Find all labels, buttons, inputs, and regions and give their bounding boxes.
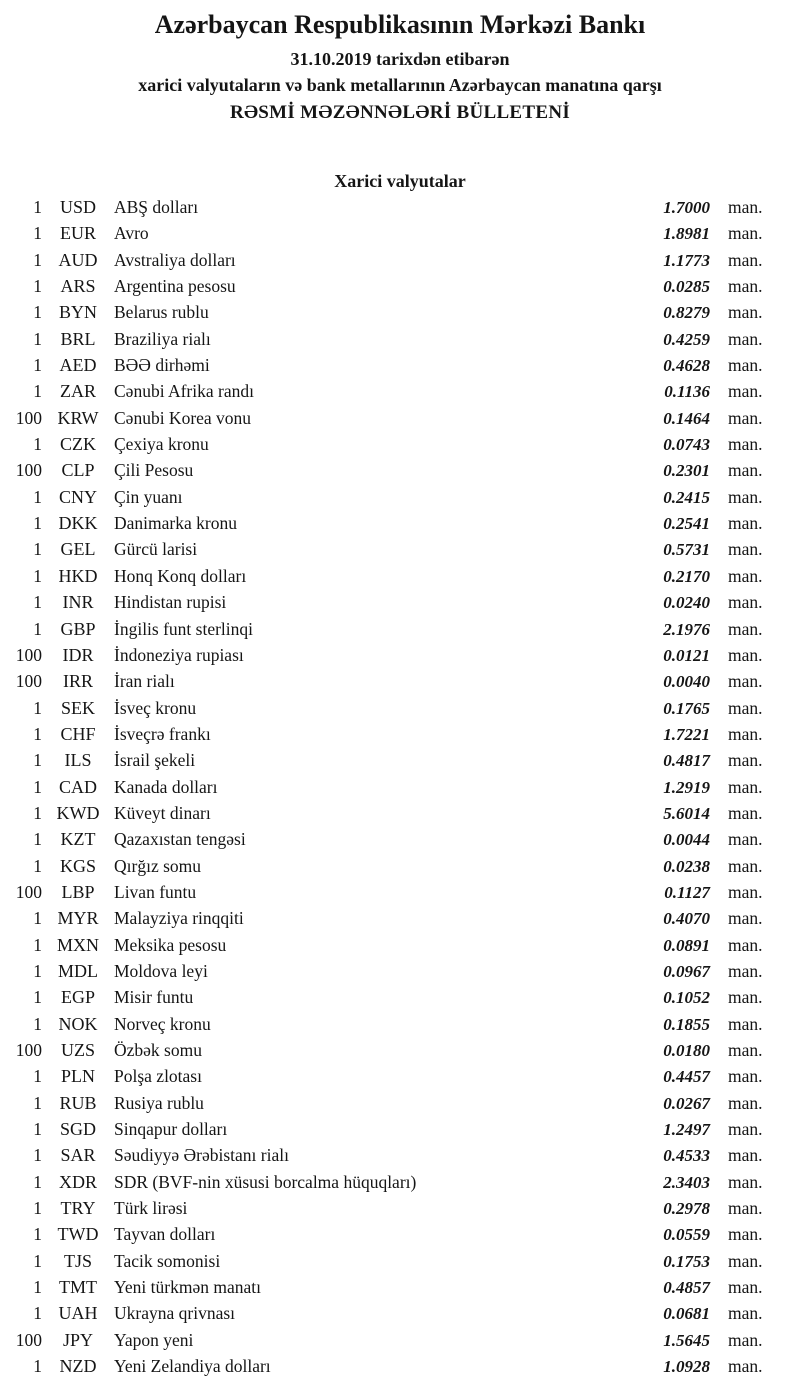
- table-row: [0, 223, 800, 249]
- unit-cell: man.: [728, 881, 763, 902]
- rate-cell: 0.8279: [663, 303, 710, 323]
- qty-cell: 100: [15, 1040, 42, 1060]
- rate-cell: 0.4628: [663, 356, 710, 376]
- currency-name-cell: Argentina pesosu: [114, 276, 236, 297]
- qty-cell: 1: [33, 513, 42, 534]
- qty-cell: 1: [33, 1198, 42, 1219]
- currency-name-cell: Yeni türkmən manatı: [114, 1277, 261, 1298]
- unit-cell: man.: [728, 1329, 763, 1350]
- unit-cell: man.: [728, 802, 763, 823]
- currency-name-cell: Malayziya rinqqiti: [114, 908, 244, 929]
- qty-cell: 1: [33, 249, 42, 270]
- unit-cell: man.: [728, 276, 763, 297]
- section-title-foreign-currencies: Xarici valyutalar: [334, 171, 466, 191]
- unit-cell: man.: [728, 1303, 763, 1324]
- unit-cell: man.: [728, 592, 763, 613]
- qty-cell: 1: [33, 592, 42, 613]
- currency-name-cell: Honq Konq dolları: [114, 565, 247, 586]
- currency-code-cell: ILS: [64, 750, 92, 771]
- qty-cell: 1: [33, 486, 42, 507]
- qty-cell: 1: [33, 934, 42, 955]
- currency-name-cell: Türk lirəsi: [114, 1198, 188, 1219]
- qty-cell: 1: [33, 829, 42, 850]
- currency-name-cell: İndoneziya rupiası: [114, 644, 244, 665]
- rate-cell: 2.3403: [663, 1172, 710, 1192]
- unit-cell: man.: [728, 407, 763, 428]
- rate-cell: 0.4533: [663, 1146, 710, 1166]
- currency-name-cell: Çin yuanı: [114, 486, 183, 507]
- rate-cell: 0.0267: [663, 1093, 710, 1113]
- unit-cell: man.: [728, 486, 763, 507]
- qty-cell: 1: [33, 908, 42, 929]
- table-row: [0, 1066, 800, 1092]
- table-row: [0, 355, 800, 381]
- currency-code-cell: CNY: [58, 486, 97, 507]
- qty-cell: 1: [33, 802, 42, 823]
- table-row: [0, 276, 800, 302]
- currency-code-cell: KZT: [60, 829, 96, 850]
- currency-code-cell: ARS: [60, 276, 96, 297]
- currency-name-cell: Belarus rublu: [114, 302, 209, 323]
- table-row: [0, 698, 800, 724]
- table-row: [0, 750, 800, 776]
- table-row: [0, 987, 800, 1013]
- currency-name-cell: SDR (BVF-nin xüsusi borcalma hüquqları): [114, 1171, 417, 1192]
- rate-cell: 0.1753: [663, 1251, 710, 1271]
- currency-code-cell: USD: [59, 197, 96, 217]
- currency-code-cell: MDL: [58, 960, 98, 981]
- currency-code-cell: PLN: [60, 1066, 95, 1087]
- currency-name-cell: Misir funtu: [114, 987, 194, 1008]
- currency-name-cell: Cənubi Korea vonu: [114, 407, 252, 428]
- currency-code-cell: SEK: [60, 697, 95, 718]
- unit-cell: man.: [728, 1040, 763, 1060]
- qty-cell: 100: [15, 644, 42, 665]
- rate-cell: 5.6014: [663, 803, 710, 823]
- rate-cell: 0.1765: [663, 698, 710, 718]
- unit-cell: man.: [728, 355, 763, 376]
- rate-cell: 1.2497: [663, 1120, 710, 1140]
- rate-cell: 0.0559: [663, 1225, 710, 1245]
- unit-cell: man.: [728, 1224, 763, 1245]
- table-row: [0, 592, 800, 618]
- unit-cell: man.: [728, 644, 763, 665]
- rate-cell: 0.1464: [663, 408, 710, 428]
- rate-cell: 0.0040: [663, 672, 710, 692]
- currency-name-cell: İsveç kronu: [114, 697, 197, 718]
- currency-code-cell: TRY: [60, 1198, 96, 1219]
- qty-cell: 1: [33, 618, 42, 639]
- table-row: [0, 1198, 800, 1224]
- currency-code-cell: CAD: [58, 776, 97, 797]
- unit-cell: man.: [728, 1171, 763, 1192]
- qty-cell: 100: [15, 407, 42, 428]
- currency-code-cell: KRW: [57, 407, 99, 428]
- unit-cell: man.: [728, 249, 763, 270]
- table-row: [0, 829, 800, 855]
- table-row: [0, 777, 800, 803]
- currency-name-cell: Hindistan rupisi: [114, 592, 227, 613]
- currency-code-cell: CZK: [60, 434, 96, 455]
- qty-cell: 100: [15, 881, 42, 902]
- currency-name-cell: Moldova leyi: [114, 960, 208, 981]
- table-row: [0, 539, 800, 565]
- table-row: [0, 408, 800, 434]
- unit-cell: man.: [728, 987, 763, 1008]
- table-row: [0, 1119, 800, 1145]
- qty-cell: 100: [15, 460, 42, 481]
- rate-cell: 0.0238: [663, 856, 710, 876]
- qty-cell: 1: [33, 1013, 42, 1034]
- rate-cell: 0.1052: [663, 988, 710, 1008]
- table-row: [0, 961, 800, 987]
- qty-cell: 1: [33, 197, 42, 217]
- table-row: [0, 250, 800, 276]
- qty-cell: 1: [33, 1277, 42, 1298]
- table-row: [0, 329, 800, 355]
- currency-name-cell: Ukrayna qrivnası: [114, 1303, 236, 1324]
- rate-cell: 0.0240: [663, 593, 710, 613]
- rate-cell: 0.2301: [663, 461, 710, 481]
- qty-cell: 1: [33, 987, 42, 1008]
- unit-cell: man.: [728, 381, 763, 402]
- unit-cell: man.: [728, 1066, 763, 1087]
- qty-cell: 1: [33, 1145, 42, 1166]
- unit-cell: man.: [728, 460, 763, 481]
- table-row: [0, 487, 800, 513]
- currency-code-cell: MYR: [57, 908, 99, 929]
- rate-cell: 0.2170: [663, 566, 710, 586]
- currency-code-cell: JPY: [62, 1329, 93, 1350]
- page-title: Azərbaycan Respublikasının Mərkəzi Bankı: [154, 10, 646, 39]
- rate-cell: 1.0928: [663, 1357, 710, 1377]
- rate-cell: 0.5731: [663, 540, 710, 560]
- unit-cell: man.: [728, 723, 763, 744]
- unit-cell: man.: [728, 197, 763, 217]
- currency-code-cell: TMT: [59, 1277, 97, 1298]
- currency-code-cell: XDR: [58, 1171, 97, 1192]
- currency-code-cell: ZAR: [60, 381, 96, 402]
- table-row: [0, 434, 800, 460]
- currency-name-cell: Avro: [114, 223, 149, 244]
- qty-cell: 1: [33, 723, 42, 744]
- unit-cell: man.: [728, 434, 763, 455]
- unit-cell: man.: [728, 1092, 763, 1113]
- unit-cell: man.: [728, 671, 763, 692]
- currency-name-cell: Kanada dolları: [114, 776, 218, 797]
- currency-code-cell: UZS: [60, 1040, 95, 1060]
- currency-name-cell: Özbək somu: [114, 1040, 202, 1060]
- currency-name-cell: Sinqapur dolları: [114, 1119, 228, 1140]
- rate-cell: 0.1136: [664, 382, 710, 402]
- table-row: [0, 460, 800, 486]
- qty-cell: 1: [33, 434, 42, 455]
- qty-cell: 1: [33, 381, 42, 402]
- rate-cell: 0.0285: [663, 277, 710, 297]
- table-row: [0, 1145, 800, 1171]
- rate-cell: 0.2541: [663, 514, 710, 534]
- qty-cell: 1: [33, 565, 42, 586]
- currency-name-cell: Yeni Zelandiya dolları: [114, 1356, 271, 1377]
- rate-cell: 1.7000: [663, 198, 710, 217]
- currency-code-cell: BYN: [58, 302, 97, 323]
- qty-cell: 1: [33, 539, 42, 560]
- currency-name-cell: İsrail şekeli: [114, 750, 196, 771]
- rate-cell: 0.1855: [663, 1014, 710, 1034]
- rate-cell: 0.0121: [663, 645, 710, 665]
- currency-name-cell: Səudiyyə Ərəbistanı rialı: [114, 1145, 289, 1166]
- unit-cell: man.: [728, 855, 763, 876]
- currency-code-cell: TWD: [57, 1224, 99, 1245]
- currency-code-cell: AED: [59, 355, 97, 376]
- currency-code-cell: GEL: [60, 539, 96, 560]
- rate-cell: 1.1773: [663, 250, 710, 270]
- table-row: [0, 1172, 800, 1198]
- table-row: [0, 1224, 800, 1250]
- currency-name-cell: Rusiya rublu: [114, 1092, 204, 1113]
- rate-cell: 0.0891: [663, 935, 710, 955]
- currency-code-cell: IRR: [62, 671, 93, 692]
- rates-table: [0, 197, 800, 1382]
- currency-code-cell: LBP: [61, 881, 95, 902]
- qty-cell: 100: [15, 1329, 42, 1350]
- rate-cell: 1.7221: [663, 724, 710, 744]
- currency-name-cell: Norveç kronu: [114, 1013, 211, 1034]
- rate-cell: 0.0743: [663, 435, 710, 455]
- rate-cell: 0.1127: [664, 882, 710, 902]
- currency-code-cell: AUD: [58, 249, 98, 270]
- currency-name-cell: Küveyt dinarı: [114, 802, 211, 823]
- qty-cell: 100: [15, 671, 42, 692]
- currency-name-cell: Livan funtu: [114, 881, 197, 902]
- currency-code-cell: DKK: [58, 513, 98, 534]
- table-row: [0, 856, 800, 882]
- unit-cell: man.: [728, 776, 763, 797]
- unit-cell: man.: [728, 328, 763, 349]
- unit-cell: man.: [728, 829, 763, 850]
- currency-name-cell: Çexiya kronu: [114, 434, 209, 455]
- qty-cell: 1: [33, 302, 42, 323]
- unit-cell: man.: [728, 223, 763, 244]
- currency-name-cell: Çili Pesosu: [114, 460, 194, 481]
- table-row: [0, 619, 800, 645]
- currency-code-cell: KWD: [56, 802, 100, 823]
- currency-code-cell: UAH: [58, 1303, 98, 1324]
- unit-cell: man.: [728, 697, 763, 718]
- currency-code-cell: NOK: [58, 1013, 98, 1034]
- qty-cell: 1: [33, 1356, 42, 1377]
- unit-cell: man.: [728, 565, 763, 586]
- rate-cell: 0.4457: [663, 1067, 710, 1087]
- table-row: [0, 803, 800, 829]
- table-row: [0, 1093, 800, 1119]
- currency-code-cell: INR: [62, 592, 94, 613]
- unit-cell: man.: [728, 1013, 763, 1034]
- currency-code-cell: CLP: [61, 460, 95, 481]
- rate-cell: 0.2978: [663, 1199, 710, 1219]
- table-row: [0, 908, 800, 934]
- currency-name-cell: Tacik somonisi: [114, 1250, 221, 1271]
- currency-name-cell: Gürcü larisi: [114, 539, 198, 560]
- qty-cell: 1: [33, 1171, 42, 1192]
- currency-code-cell: RUB: [59, 1092, 97, 1113]
- currency-name-cell: Polşa zlotası: [114, 1066, 202, 1087]
- unit-cell: man.: [728, 908, 763, 929]
- rate-cell: 0.4817: [663, 751, 710, 771]
- qty-cell: 1: [33, 1119, 42, 1140]
- currency-name-cell: Yapon yeni: [114, 1329, 194, 1350]
- currency-name-cell: İran rialı: [114, 671, 175, 692]
- rate-cell: 0.0044: [663, 830, 710, 850]
- currency-code-cell: MXN: [56, 934, 99, 955]
- effective-date-line: 31.10.2019 tarixdən etibarən: [290, 49, 510, 69]
- qty-cell: 1: [33, 276, 42, 297]
- currency-code-cell: SAR: [60, 1145, 96, 1166]
- table-row: [0, 1330, 800, 1356]
- table-row: [0, 882, 800, 908]
- table-row: [0, 645, 800, 671]
- subtitle-line: xarici valyutaların və bank metallarının Azərbaycan manatına qarşı: [138, 75, 662, 95]
- qty-cell: 1: [33, 1224, 42, 1245]
- unit-cell: man.: [728, 934, 763, 955]
- table-row: [0, 197, 800, 223]
- unit-cell: man.: [728, 1145, 763, 1166]
- currency-name-cell: Tayvan dolları: [114, 1224, 216, 1245]
- currency-code-cell: HKD: [58, 565, 98, 586]
- qty-cell: 1: [33, 855, 42, 876]
- qty-cell: 1: [33, 1303, 42, 1324]
- unit-cell: man.: [728, 539, 763, 560]
- table-row: [0, 671, 800, 697]
- unit-cell: man.: [728, 513, 763, 534]
- unit-cell: man.: [728, 1119, 763, 1140]
- table-row: [0, 513, 800, 539]
- qty-cell: 1: [33, 1066, 42, 1087]
- currency-name-cell: Cənubi Afrika randı: [114, 381, 254, 402]
- currency-name-cell: Danimarka kronu: [114, 513, 237, 534]
- rate-cell: 1.8981: [663, 224, 710, 244]
- bulletin-title: RƏSMİ MƏZƏNNƏLƏRİ BÜLLETENİ: [229, 102, 571, 123]
- unit-cell: man.: [728, 750, 763, 771]
- currency-code-cell: CHF: [60, 723, 96, 744]
- table-row: [0, 1356, 800, 1382]
- currency-code-cell: KGS: [59, 855, 96, 876]
- rate-cell: 1.2919: [663, 777, 710, 797]
- table-row: [0, 1251, 800, 1277]
- currency-name-cell: Qazaxıstan tengəsi: [114, 829, 246, 850]
- currency-code-cell: IDR: [62, 644, 94, 665]
- unit-cell: man.: [728, 1198, 763, 1219]
- unit-cell: man.: [728, 960, 763, 981]
- qty-cell: 1: [33, 697, 42, 718]
- qty-cell: 1: [33, 328, 42, 349]
- table-row: [0, 724, 800, 750]
- currency-name-cell: Qırğız somu: [114, 855, 202, 876]
- rate-cell: 0.0180: [663, 1041, 710, 1060]
- table-row: [0, 381, 800, 407]
- table-row: [0, 1303, 800, 1329]
- table-row: [0, 1040, 800, 1066]
- rate-cell: 0.0681: [663, 1304, 710, 1324]
- table-row: [0, 566, 800, 592]
- rate-cell: 0.2415: [663, 487, 710, 507]
- currency-code-cell: NZD: [59, 1356, 97, 1377]
- currency-name-cell: İngilis funt sterlinqi: [114, 618, 254, 639]
- currency-name-cell: İsveçrə frankı: [114, 723, 211, 744]
- table-row: [0, 302, 800, 328]
- unit-cell: man.: [728, 1250, 763, 1271]
- currency-name-cell: Meksika pesosu: [114, 934, 227, 955]
- unit-cell: man.: [728, 302, 763, 323]
- rate-cell: 1.5645: [663, 1330, 710, 1350]
- rate-cell: 0.4857: [663, 1278, 710, 1298]
- currency-code-cell: TJS: [63, 1250, 92, 1271]
- qty-cell: 1: [33, 776, 42, 797]
- qty-cell: 1: [33, 750, 42, 771]
- currency-name-cell: Braziliya rialı: [114, 328, 211, 349]
- qty-cell: 1: [33, 355, 42, 376]
- unit-cell: man.: [728, 618, 763, 639]
- rate-cell: 0.4070: [663, 909, 710, 929]
- currency-name-cell: ABŞ dolları: [114, 197, 199, 217]
- currency-code-cell: BRL: [60, 328, 96, 349]
- table-row: [0, 1277, 800, 1303]
- unit-cell: man.: [728, 1356, 763, 1377]
- rate-cell: 0.0967: [663, 961, 710, 981]
- currency-name-cell: BƏƏ dirhəmi: [114, 355, 210, 376]
- qty-cell: 1: [33, 1250, 42, 1271]
- currency-code-cell: GBP: [60, 618, 96, 639]
- currency-name-cell: Avstraliya dolları: [114, 249, 236, 270]
- currency-code-cell: SGD: [59, 1119, 96, 1140]
- qty-cell: 1: [33, 960, 42, 981]
- currency-code-cell: EGP: [60, 987, 95, 1008]
- rate-cell: 2.1976: [663, 619, 710, 639]
- table-row: [0, 1014, 800, 1040]
- qty-cell: 1: [33, 1092, 42, 1113]
- unit-cell: man.: [728, 1277, 763, 1298]
- rate-cell: 0.4259: [663, 329, 710, 349]
- currency-code-cell: EUR: [60, 223, 96, 244]
- table-row: [0, 935, 800, 961]
- qty-cell: 1: [33, 223, 42, 244]
